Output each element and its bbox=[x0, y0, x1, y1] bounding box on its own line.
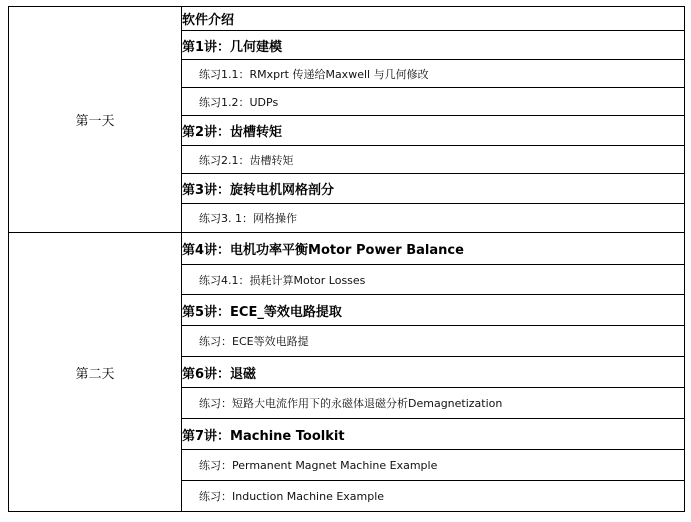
section-heading: 软件介绍 bbox=[182, 7, 685, 31]
exercise-title: 练习1.2：UDPs bbox=[182, 88, 685, 116]
exercise-title: 练习：Permanent Magnet Machine Example bbox=[182, 450, 685, 481]
exercise-title: 练习4.1：损耗计算Motor Losses bbox=[182, 265, 685, 295]
exercise-title: 练习：ECE等效电路提 bbox=[182, 326, 685, 357]
course-schedule-table bbox=[8, 6, 685, 512]
day-label: 第一天 bbox=[9, 7, 182, 233]
lecture-title: 第3讲：旋转电机网格剖分 bbox=[182, 174, 685, 204]
exercise-title: 练习：Induction Machine Example bbox=[182, 481, 685, 512]
lecture-title: 第7讲：Machine Toolkit bbox=[182, 419, 685, 450]
day-label: 第二天 bbox=[9, 233, 182, 512]
exercise-title: 练习1.1：RMxprt 传递给Maxwell 与几何修改 bbox=[182, 60, 685, 88]
lecture-title: 第5讲：ECE_等效电路提取 bbox=[182, 295, 685, 326]
exercise-title: 练习3. 1：网格操作 bbox=[182, 204, 685, 233]
lecture-title: 第4讲：电机功率平衡Motor Power Balance bbox=[182, 233, 685, 265]
table-row bbox=[9, 7, 685, 31]
table-row bbox=[9, 233, 685, 265]
exercise-title: 练习：短路大电流作用下的永磁体退磁分析Demagnetization bbox=[182, 388, 685, 419]
lecture-title: 第2讲：齿槽转矩 bbox=[182, 116, 685, 146]
lecture-title: 第6讲：退磁 bbox=[182, 357, 685, 388]
lecture-title: 第1讲：几何建模 bbox=[182, 31, 685, 60]
exercise-title: 练习2.1：齿槽转矩 bbox=[182, 146, 685, 174]
